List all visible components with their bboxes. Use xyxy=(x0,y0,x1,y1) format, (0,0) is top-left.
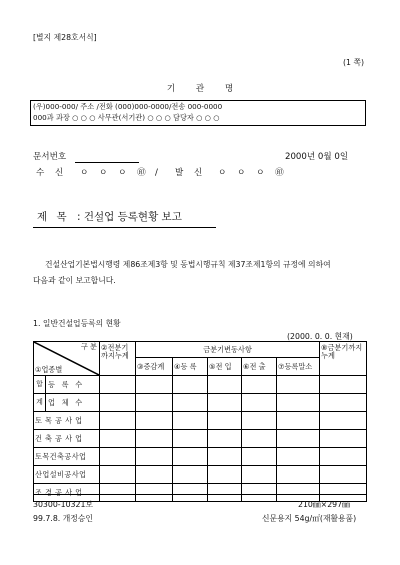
table-cell[interactable] xyxy=(208,394,242,412)
org-info-box xyxy=(30,100,366,126)
row-label: 건 축 공 사 업 xyxy=(34,430,100,448)
corner-top-label: 구 분 xyxy=(80,342,97,351)
doc-number-label: 문서번호 xyxy=(33,152,67,162)
table-cell[interactable] xyxy=(100,430,136,448)
corner-bottom-label: ①업종별 xyxy=(35,365,63,375)
table-cell[interactable] xyxy=(136,394,173,412)
registration-status-table xyxy=(33,341,367,502)
group-header-changes: 금분기변동사항 xyxy=(136,342,320,358)
sum-companies-label-cell xyxy=(34,394,100,412)
table-cell[interactable] xyxy=(277,484,320,502)
table-cell[interactable] xyxy=(277,394,320,412)
table-cell[interactable] xyxy=(242,484,277,502)
footer-paper-type: 신문용지 54g/㎡(재활용품) xyxy=(262,514,357,523)
table-cell[interactable] xyxy=(242,412,277,430)
table-cell[interactable] xyxy=(136,412,173,430)
org-title: 기 관 명 xyxy=(166,84,234,94)
table-cell[interactable] xyxy=(136,448,173,466)
table-cell[interactable] xyxy=(242,430,277,448)
table-cell[interactable] xyxy=(173,412,208,430)
table-cell[interactable] xyxy=(277,448,320,466)
table-cell[interactable] xyxy=(320,448,367,466)
row-label: 산업설비공사업 xyxy=(34,466,100,484)
subject-underline xyxy=(33,227,216,228)
table-cell[interactable] xyxy=(100,394,136,412)
form-number: [별지 제28호서식] xyxy=(33,33,97,42)
row-label: 등 록 수 xyxy=(48,379,85,389)
subject-value: : 건설업 등록현황 보고 xyxy=(77,211,182,223)
footer-revision: 99.7.8. 개정승인 xyxy=(33,514,93,523)
table-cell[interactable] xyxy=(136,430,173,448)
col-prev-cumulative: ②전분기까지누계 xyxy=(100,342,136,376)
table-cell[interactable] xyxy=(277,412,320,430)
as-of-date: (2000. 0. 0. 현재) xyxy=(287,332,353,341)
separator: / xyxy=(155,168,158,178)
section-title: 1. 일반건설업등록의 현황 xyxy=(33,319,121,328)
table-cell[interactable] xyxy=(100,484,136,502)
sender-value: ㅇ ㅇ ㅇ ㊞ xyxy=(218,168,288,178)
org-staff-line: 000과 과장 ○ ○ ○ 사무관(서기관) ○ ○ ○ 담당자 ○ ○ ○ xyxy=(33,113,220,122)
table-cell[interactable] xyxy=(208,448,242,466)
table-cell[interactable] xyxy=(208,466,242,484)
table-cell[interactable] xyxy=(320,376,367,394)
table-cell[interactable] xyxy=(320,412,367,430)
table-cell[interactable] xyxy=(320,484,367,502)
table-cell[interactable] xyxy=(100,412,136,430)
row-label: 업 체 수 xyxy=(48,397,85,407)
col-registration: ④등 록 xyxy=(173,358,208,376)
table-cell[interactable] xyxy=(242,376,277,394)
col-current-cumulative: ⑧금분기까지누계 xyxy=(320,342,367,376)
recipient-label: 수 신 xyxy=(36,168,68,178)
table-cell[interactable] xyxy=(100,466,136,484)
table-cell[interactable] xyxy=(136,466,173,484)
row-label: 토 목 공 사 업 xyxy=(34,412,100,430)
doc-date: 2000년 0월 0일 xyxy=(285,152,349,162)
table-cell[interactable] xyxy=(277,430,320,448)
table-cell[interactable] xyxy=(208,412,242,430)
row-label: 조 경 공 사 업 xyxy=(34,484,100,502)
table-cell[interactable] xyxy=(242,394,277,412)
table-cell[interactable] xyxy=(173,466,208,484)
sum-label-top: 합 xyxy=(34,376,46,393)
sum-registrations-label-cell xyxy=(34,376,100,394)
table-cell[interactable] xyxy=(136,376,173,394)
table-cell[interactable] xyxy=(208,484,242,502)
footer-rule xyxy=(33,494,366,495)
table-cell[interactable] xyxy=(277,466,320,484)
table-cell[interactable] xyxy=(173,376,208,394)
org-address-line: (우)000-000/ 주소 /전화 (000)000-0000/전송 000-0000 xyxy=(33,102,223,111)
col-cancellation: ⑦등록말소 xyxy=(277,358,320,376)
footer-paper-size: 210㎜×297㎜ xyxy=(298,500,350,509)
table-cell[interactable] xyxy=(242,466,277,484)
row-label: 토목건축공사업 xyxy=(34,448,100,466)
table-cell[interactable] xyxy=(277,376,320,394)
body-paragraph-line2: 다음과 같이 보고합니다. xyxy=(33,276,116,285)
table-cell[interactable] xyxy=(173,448,208,466)
doc-number-field[interactable] xyxy=(75,162,139,163)
footer-code: 30300-10321보 xyxy=(33,500,93,509)
sum-label-bottom: 계 xyxy=(34,394,46,411)
table-cell[interactable] xyxy=(136,484,173,502)
col-transfer-out: ⑥전 출 xyxy=(242,358,277,376)
table-cell[interactable] xyxy=(320,466,367,484)
table-cell[interactable] xyxy=(173,430,208,448)
page-indicator: (1 쪽) xyxy=(343,58,365,67)
table-cell[interactable] xyxy=(100,448,136,466)
sender-label: 발 신 xyxy=(175,168,207,178)
table-cell[interactable] xyxy=(208,430,242,448)
corner-header-cell xyxy=(34,342,100,376)
col-transfer-in: ⑤전 입 xyxy=(208,358,242,376)
recipient-value: ㅇ ㅇ ㅇ ㊞ xyxy=(80,168,150,178)
col-net-change: ③증감계 xyxy=(136,358,173,376)
table-cell[interactable] xyxy=(100,376,136,394)
subject-label: 제 목 xyxy=(37,211,67,223)
table-cell[interactable] xyxy=(320,394,367,412)
body-paragraph-line1: 건설산업기본법시행령 제86조제3항 및 동법시행규칙 제37조제1항의 규정에 의하여 xyxy=(45,260,331,269)
table-cell[interactable] xyxy=(242,448,277,466)
table-cell[interactable] xyxy=(320,430,367,448)
table-cell[interactable] xyxy=(208,376,242,394)
table-cell[interactable] xyxy=(173,484,208,502)
table-cell[interactable] xyxy=(173,394,208,412)
